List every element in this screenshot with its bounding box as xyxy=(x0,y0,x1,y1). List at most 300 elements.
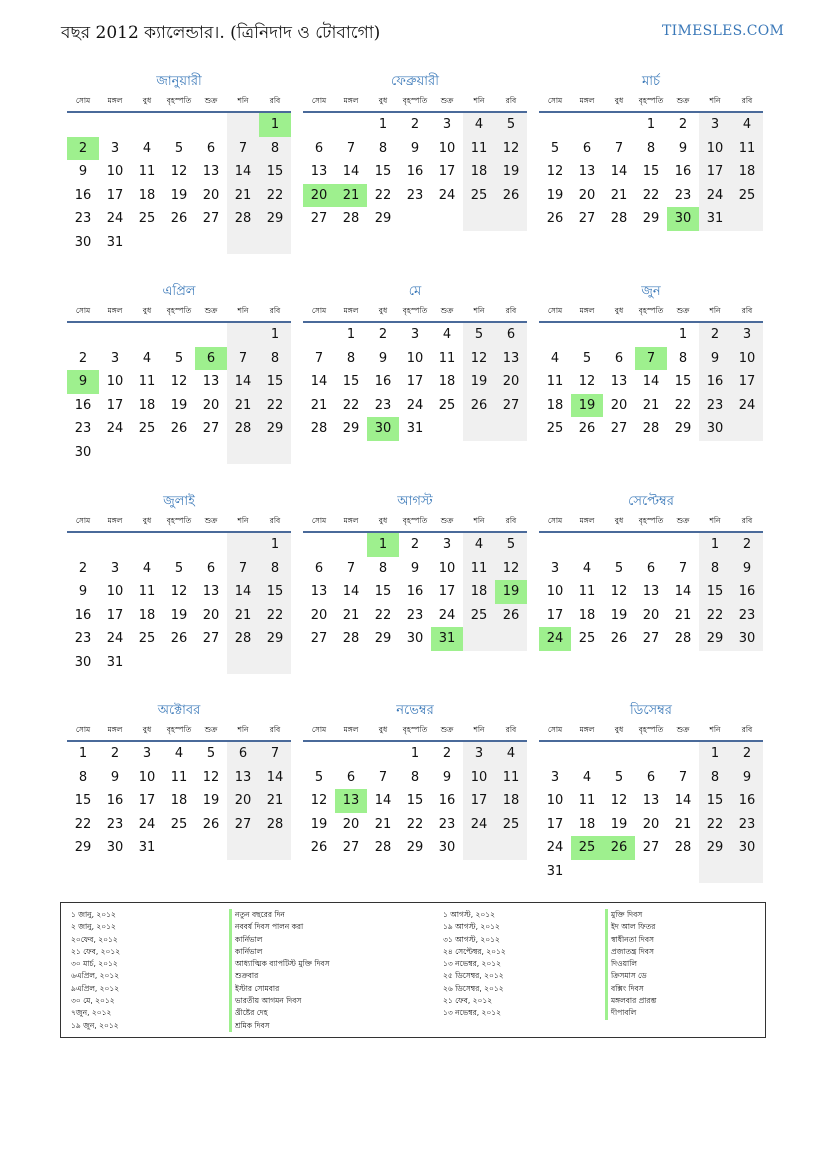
day-cell[interactable]: 24 xyxy=(546,840,564,855)
day-cell[interactable]: 25 xyxy=(463,184,495,208)
day-cell[interactable]: 19 xyxy=(310,816,328,832)
day-cell[interactable]: 7 xyxy=(227,347,259,371)
day-cell[interactable]: 29 xyxy=(674,421,692,436)
day-cell[interactable]: 3 xyxy=(110,140,120,156)
day-cell[interactable]: 23 xyxy=(699,394,731,418)
day-cell[interactable]: 6 xyxy=(314,140,324,156)
day-cell[interactable]: 25 xyxy=(438,397,456,413)
day-cell[interactable]: 23 xyxy=(674,187,692,203)
day-cell[interactable]: 18 xyxy=(578,816,596,832)
day-cell[interactable]: 30 xyxy=(106,840,124,855)
day-cell[interactable]: 16 xyxy=(74,607,92,623)
day-cell[interactable]: 9 xyxy=(410,560,420,576)
day-cell[interactable]: 27 xyxy=(310,631,328,646)
day-cell[interactable]: 18 xyxy=(495,789,527,813)
day-cell[interactable]: 1 xyxy=(378,117,388,132)
holiday-day-cell[interactable]: 30 xyxy=(367,417,399,441)
day-cell[interactable]: 31 xyxy=(546,863,564,879)
day-cell[interactable]: 11 xyxy=(138,374,156,389)
day-cell[interactable]: 10 xyxy=(106,374,124,389)
day-cell[interactable]: 26 xyxy=(546,211,564,226)
day-cell[interactable]: 10 xyxy=(438,560,456,576)
day-cell[interactable]: 19 xyxy=(610,607,628,623)
day-cell[interactable]: 12 xyxy=(170,584,188,599)
day-cell[interactable]: 6 xyxy=(646,769,656,785)
day-cell[interactable]: 20 xyxy=(642,607,660,623)
day-cell[interactable]: 13 xyxy=(227,766,259,790)
day-cell[interactable]: 21 xyxy=(227,394,259,418)
day-cell[interactable]: 27 xyxy=(202,631,220,646)
day-cell[interactable]: 24 xyxy=(406,397,424,413)
day-cell[interactable]: 3 xyxy=(550,769,560,785)
day-cell[interactable]: 16 xyxy=(74,397,92,413)
day-cell[interactable]: 24 xyxy=(138,816,156,832)
day-cell[interactable]: 25 xyxy=(138,631,156,646)
day-cell[interactable]: 24 xyxy=(106,631,124,646)
day-cell[interactable]: 16 xyxy=(374,374,392,389)
day-cell[interactable]: 6 xyxy=(646,560,656,576)
day-cell[interactable]: 26 xyxy=(170,421,188,436)
day-cell[interactable]: 21 xyxy=(342,607,360,623)
day-cell[interactable]: 10 xyxy=(463,766,495,790)
day-cell[interactable]: 28 xyxy=(374,840,392,855)
day-cell[interactable]: 13 xyxy=(610,374,628,389)
day-cell[interactable]: 30 xyxy=(731,627,763,651)
day-cell[interactable]: 22 xyxy=(406,816,424,832)
day-cell[interactable]: 5 xyxy=(174,560,184,576)
day-cell[interactable]: 2 xyxy=(678,117,688,132)
day-cell[interactable]: 7 xyxy=(678,769,688,785)
day-cell[interactable]: 5 xyxy=(582,350,592,366)
day-cell[interactable]: 6 xyxy=(206,560,216,576)
day-cell[interactable]: 1 xyxy=(699,533,731,557)
day-cell[interactable]: 30 xyxy=(74,654,92,670)
holiday-day-cell[interactable]: 13 xyxy=(335,789,367,813)
day-cell[interactable]: 8 xyxy=(78,769,88,785)
day-cell[interactable]: 24 xyxy=(438,607,456,623)
day-cell[interactable]: 2 xyxy=(78,350,88,366)
day-cell[interactable]: 18 xyxy=(138,397,156,413)
day-cell[interactable]: 13 xyxy=(495,347,527,371)
day-cell[interactable]: 29 xyxy=(699,627,731,651)
day-cell[interactable]: 22 xyxy=(342,397,360,413)
day-cell[interactable]: 29 xyxy=(374,211,392,226)
day-cell[interactable]: 1 xyxy=(646,117,656,132)
day-cell[interactable]: 18 xyxy=(170,793,188,808)
day-cell[interactable]: 25 xyxy=(170,816,188,832)
day-cell[interactable]: 19 xyxy=(610,816,628,832)
day-cell[interactable]: 10 xyxy=(731,347,763,371)
day-cell[interactable]: 6 xyxy=(346,769,356,785)
day-cell[interactable]: 6 xyxy=(227,742,259,766)
day-cell[interactable]: 5 xyxy=(495,533,527,557)
holiday-day-cell[interactable]: 20 xyxy=(303,184,335,208)
day-cell[interactable]: 7 xyxy=(378,769,388,785)
day-cell[interactable]: 3 xyxy=(410,327,420,342)
day-cell[interactable]: 29 xyxy=(74,840,92,855)
day-cell[interactable]: 9 xyxy=(378,350,388,366)
day-cell[interactable]: 3 xyxy=(442,117,452,132)
day-cell[interactable]: 22 xyxy=(642,187,660,203)
day-cell[interactable]: 9 xyxy=(699,347,731,371)
day-cell[interactable]: 2 xyxy=(699,323,731,347)
holiday-day-cell[interactable]: 1 xyxy=(259,113,291,137)
day-cell[interactable]: 29 xyxy=(374,631,392,646)
day-cell[interactable]: 3 xyxy=(142,746,152,761)
day-cell[interactable]: 4 xyxy=(582,560,592,576)
day-cell[interactable]: 10 xyxy=(699,137,731,161)
day-cell[interactable]: 9 xyxy=(731,766,763,790)
day-cell[interactable]: 4 xyxy=(550,350,560,366)
day-cell[interactable]: 11 xyxy=(463,137,495,161)
day-cell[interactable]: 21 xyxy=(674,816,692,832)
holiday-day-cell[interactable]: 7 xyxy=(635,347,667,371)
day-cell[interactable]: 15 xyxy=(699,789,731,813)
holiday-day-cell[interactable]: 21 xyxy=(335,184,367,208)
day-cell[interactable]: 12 xyxy=(170,164,188,179)
day-cell[interactable]: 4 xyxy=(174,746,184,761)
day-cell[interactable]: 9 xyxy=(78,584,88,599)
day-cell[interactable]: 20 xyxy=(495,370,527,394)
day-cell[interactable]: 16 xyxy=(406,164,424,179)
day-cell[interactable]: 7 xyxy=(227,137,259,161)
day-cell[interactable]: 2 xyxy=(78,560,88,576)
day-cell[interactable]: 6 xyxy=(314,560,324,576)
day-cell[interactable]: 15 xyxy=(259,160,291,184)
day-cell[interactable]: 20 xyxy=(610,397,628,413)
day-cell[interactable]: 14 xyxy=(642,374,660,389)
day-cell[interactable]: 12 xyxy=(546,164,564,179)
holiday-day-cell[interactable]: 25 xyxy=(571,836,603,860)
day-cell[interactable]: 8 xyxy=(646,140,656,156)
day-cell[interactable]: 30 xyxy=(438,840,456,855)
day-cell[interactable]: 25 xyxy=(495,813,527,837)
day-cell[interactable]: 14 xyxy=(310,374,328,389)
day-cell[interactable]: 4 xyxy=(142,350,152,366)
day-cell[interactable]: 16 xyxy=(406,584,424,599)
day-cell[interactable]: 26 xyxy=(495,184,527,208)
day-cell[interactable]: 11 xyxy=(495,766,527,790)
day-cell[interactable]: 16 xyxy=(438,793,456,808)
day-cell[interactable]: 18 xyxy=(138,187,156,203)
day-cell[interactable]: 8 xyxy=(699,766,731,790)
day-cell[interactable]: 12 xyxy=(170,374,188,389)
day-cell[interactable]: 6 xyxy=(582,140,592,156)
day-cell[interactable]: 21 xyxy=(674,607,692,623)
day-cell[interactable]: 7 xyxy=(614,140,624,156)
day-cell[interactable]: 3 xyxy=(442,537,452,552)
day-cell[interactable]: 27 xyxy=(202,421,220,436)
day-cell[interactable]: 18 xyxy=(578,607,596,623)
day-cell[interactable]: 1 xyxy=(259,533,291,557)
day-cell[interactable]: 23 xyxy=(406,187,424,203)
day-cell[interactable]: 14 xyxy=(674,793,692,808)
day-cell[interactable]: 23 xyxy=(74,631,92,646)
day-cell[interactable]: 23 xyxy=(438,816,456,832)
day-cell[interactable]: 11 xyxy=(463,557,495,581)
day-cell[interactable]: 17 xyxy=(138,793,156,808)
day-cell[interactable]: 14 xyxy=(227,370,259,394)
day-cell[interactable]: 27 xyxy=(342,840,360,855)
day-cell[interactable]: 11 xyxy=(138,164,156,179)
holiday-day-cell[interactable]: 9 xyxy=(67,370,99,394)
day-cell[interactable]: 17 xyxy=(106,397,124,413)
day-cell[interactable]: 15 xyxy=(674,374,692,389)
day-cell[interactable]: 1 xyxy=(410,746,420,761)
day-cell[interactable]: 25 xyxy=(731,184,763,208)
day-cell[interactable]: 17 xyxy=(463,789,495,813)
day-cell[interactable]: 18 xyxy=(546,397,564,413)
day-cell[interactable]: 12 xyxy=(463,347,495,371)
day-cell[interactable]: 9 xyxy=(410,140,420,156)
day-cell[interactable]: 20 xyxy=(202,607,220,623)
day-cell[interactable]: 28 xyxy=(227,207,259,231)
day-cell[interactable]: 19 xyxy=(495,160,527,184)
day-cell[interactable]: 15 xyxy=(642,164,660,179)
day-cell[interactable]: 8 xyxy=(259,557,291,581)
day-cell[interactable]: 2 xyxy=(378,327,388,342)
day-cell[interactable]: 5 xyxy=(174,140,184,156)
day-cell[interactable]: 2 xyxy=(731,742,763,766)
day-cell[interactable]: 1 xyxy=(699,742,731,766)
day-cell[interactable]: 11 xyxy=(546,374,564,389)
day-cell[interactable]: 26 xyxy=(310,840,328,855)
day-cell[interactable]: 15 xyxy=(74,793,92,808)
holiday-day-cell[interactable]: 19 xyxy=(495,580,527,604)
day-cell[interactable]: 21 xyxy=(227,604,259,628)
day-cell[interactable]: 27 xyxy=(610,421,628,436)
day-cell[interactable]: 15 xyxy=(699,580,731,604)
day-cell[interactable]: 20 xyxy=(642,816,660,832)
day-cell[interactable]: 21 xyxy=(227,184,259,208)
day-cell[interactable]: 26 xyxy=(610,631,628,646)
day-cell[interactable]: 9 xyxy=(731,557,763,581)
day-cell[interactable]: 29 xyxy=(342,421,360,436)
day-cell[interactable]: 13 xyxy=(642,793,660,808)
day-cell[interactable]: 17 xyxy=(546,816,564,832)
day-cell[interactable]: 28 xyxy=(227,627,259,651)
day-cell[interactable]: 3 xyxy=(110,560,120,576)
day-cell[interactable]: 2 xyxy=(442,746,452,761)
day-cell[interactable]: 24 xyxy=(699,184,731,208)
day-cell[interactable]: 13 xyxy=(202,584,220,599)
day-cell[interactable]: 8 xyxy=(410,769,420,785)
day-cell[interactable]: 24 xyxy=(438,187,456,203)
day-cell[interactable]: 27 xyxy=(227,813,259,837)
day-cell[interactable]: 17 xyxy=(106,187,124,203)
day-cell[interactable]: 4 xyxy=(463,533,495,557)
day-cell[interactable]: 24 xyxy=(106,211,124,226)
day-cell[interactable]: 8 xyxy=(378,560,388,576)
day-cell[interactable]: 15 xyxy=(342,374,360,389)
day-cell[interactable]: 29 xyxy=(642,211,660,226)
day-cell[interactable]: 14 xyxy=(610,164,628,179)
day-cell[interactable]: 10 xyxy=(438,140,456,156)
day-cell[interactable]: 8 xyxy=(259,137,291,161)
day-cell[interactable]: 2 xyxy=(410,537,420,552)
day-cell[interactable]: 28 xyxy=(610,211,628,226)
day-cell[interactable]: 18 xyxy=(463,160,495,184)
day-cell[interactable]: 7 xyxy=(346,560,356,576)
day-cell[interactable]: 26 xyxy=(170,211,188,226)
day-cell[interactable]: 27 xyxy=(578,211,596,226)
day-cell[interactable]: 5 xyxy=(463,323,495,347)
day-cell[interactable]: 18 xyxy=(138,607,156,623)
day-cell[interactable]: 24 xyxy=(463,813,495,837)
day-cell[interactable]: 12 xyxy=(578,374,596,389)
holiday-day-cell[interactable]: 26 xyxy=(603,836,635,860)
day-cell[interactable]: 17 xyxy=(106,607,124,623)
day-cell[interactable]: 22 xyxy=(74,816,92,832)
day-cell[interactable]: 26 xyxy=(170,631,188,646)
day-cell[interactable]: 29 xyxy=(259,207,291,231)
day-cell[interactable]: 2 xyxy=(410,117,420,132)
day-cell[interactable]: 22 xyxy=(259,184,291,208)
day-cell[interactable]: 19 xyxy=(170,607,188,623)
day-cell[interactable]: 9 xyxy=(110,769,120,785)
day-cell[interactable]: 20 xyxy=(227,789,259,813)
day-cell[interactable]: 10 xyxy=(106,584,124,599)
day-cell[interactable]: 12 xyxy=(495,557,527,581)
day-cell[interactable]: 29 xyxy=(259,627,291,651)
day-cell[interactable]: 27 xyxy=(642,840,660,855)
holiday-day-cell[interactable]: 6 xyxy=(195,347,227,371)
day-cell[interactable]: 4 xyxy=(463,113,495,137)
day-cell[interactable]: 19 xyxy=(463,370,495,394)
day-cell[interactable]: 11 xyxy=(578,584,596,599)
day-cell[interactable]: 16 xyxy=(731,580,763,604)
day-cell[interactable]: 22 xyxy=(699,604,731,628)
day-cell[interactable]: 25 xyxy=(546,421,564,436)
day-cell[interactable]: 18 xyxy=(463,580,495,604)
day-cell[interactable]: 19 xyxy=(546,187,564,203)
day-cell[interactable]: 2 xyxy=(731,533,763,557)
day-cell[interactable]: 16 xyxy=(74,187,92,203)
day-cell[interactable]: 14 xyxy=(342,164,360,179)
day-cell[interactable]: 5 xyxy=(495,113,527,137)
day-cell[interactable]: 17 xyxy=(731,370,763,394)
day-cell[interactable]: 13 xyxy=(310,584,328,599)
day-cell[interactable]: 26 xyxy=(578,421,596,436)
day-cell[interactable]: 22 xyxy=(674,397,692,413)
day-cell[interactable]: 13 xyxy=(202,374,220,389)
brand-logo[interactable]: TIMESLES.COM xyxy=(662,23,785,39)
day-cell[interactable]: 20 xyxy=(578,187,596,203)
day-cell[interactable]: 29 xyxy=(259,417,291,441)
day-cell[interactable]: 8 xyxy=(678,350,688,366)
holiday-day-cell[interactable]: 19 xyxy=(571,394,603,418)
day-cell[interactable]: 3 xyxy=(550,560,560,576)
day-cell[interactable]: 12 xyxy=(202,769,220,785)
day-cell[interactable]: 20 xyxy=(202,397,220,413)
day-cell[interactable]: 22 xyxy=(374,187,392,203)
day-cell[interactable]: 22 xyxy=(259,394,291,418)
day-cell[interactable]: 28 xyxy=(310,421,328,436)
day-cell[interactable]: 21 xyxy=(310,397,328,413)
day-cell[interactable]: 16 xyxy=(674,164,692,179)
day-cell[interactable]: 5 xyxy=(614,560,624,576)
day-cell[interactable]: 7 xyxy=(346,140,356,156)
day-cell[interactable]: 3 xyxy=(699,113,731,137)
day-cell[interactable]: 22 xyxy=(259,604,291,628)
day-cell[interactable]: 25 xyxy=(463,604,495,628)
day-cell[interactable]: 14 xyxy=(674,584,692,599)
day-cell[interactable]: 27 xyxy=(202,211,220,226)
day-cell[interactable]: 31 xyxy=(106,234,124,250)
day-cell[interactable]: 31 xyxy=(106,654,124,670)
day-cell[interactable]: 15 xyxy=(374,164,392,179)
day-cell[interactable]: 14 xyxy=(227,160,259,184)
day-cell[interactable]: 13 xyxy=(202,164,220,179)
day-cell[interactable]: 15 xyxy=(259,370,291,394)
day-cell[interactable]: 1 xyxy=(78,746,88,761)
day-cell[interactable]: 27 xyxy=(310,211,328,226)
holiday-day-cell[interactable]: 2 xyxy=(67,137,99,161)
day-cell[interactable]: 30 xyxy=(731,836,763,860)
holiday-day-cell[interactable]: 30 xyxy=(667,207,699,231)
day-cell[interactable]: 10 xyxy=(138,769,156,785)
day-cell[interactable]: 8 xyxy=(346,350,356,366)
day-cell[interactable]: 11 xyxy=(438,350,456,366)
day-cell[interactable]: 10 xyxy=(546,793,564,808)
day-cell[interactable]: 14 xyxy=(342,584,360,599)
day-cell[interactable]: 9 xyxy=(442,769,452,785)
day-cell[interactable]: 30 xyxy=(74,444,92,460)
day-cell[interactable]: 23 xyxy=(406,607,424,623)
day-cell[interactable]: 19 xyxy=(202,793,220,808)
holiday-day-cell[interactable]: 24 xyxy=(539,627,571,651)
day-cell[interactable]: 3 xyxy=(110,350,120,366)
day-cell[interactable]: 17 xyxy=(699,160,731,184)
day-cell[interactable]: 4 xyxy=(442,327,452,342)
day-cell[interactable]: 17 xyxy=(438,164,456,179)
day-cell[interactable]: 24 xyxy=(731,394,763,418)
day-cell[interactable]: 31 xyxy=(138,840,156,855)
day-cell[interactable]: 28 xyxy=(674,840,692,855)
day-cell[interactable]: 28 xyxy=(674,631,692,646)
day-cell[interactable]: 24 xyxy=(106,421,124,436)
day-cell[interactable]: 9 xyxy=(78,164,88,179)
day-cell[interactable]: 15 xyxy=(374,584,392,599)
day-cell[interactable]: 22 xyxy=(374,607,392,623)
day-cell[interactable]: 5 xyxy=(614,769,624,785)
day-cell[interactable]: 15 xyxy=(406,793,424,808)
day-cell[interactable]: 16 xyxy=(106,793,124,808)
day-cell[interactable]: 12 xyxy=(610,584,628,599)
day-cell[interactable]: 30 xyxy=(74,234,92,250)
holiday-day-cell[interactable]: 1 xyxy=(367,533,399,557)
day-cell[interactable]: 27 xyxy=(495,394,527,418)
day-cell[interactable]: 12 xyxy=(610,793,628,808)
day-cell[interactable]: 5 xyxy=(174,350,184,366)
day-cell[interactable]: 1 xyxy=(678,327,688,342)
day-cell[interactable]: 21 xyxy=(259,789,291,813)
day-cell[interactable]: 16 xyxy=(731,789,763,813)
day-cell[interactable]: 19 xyxy=(170,187,188,203)
day-cell[interactable]: 29 xyxy=(699,836,731,860)
day-cell[interactable]: 25 xyxy=(578,631,596,646)
day-cell[interactable]: 16 xyxy=(699,370,731,394)
day-cell[interactable]: 31 xyxy=(699,207,731,231)
day-cell[interactable]: 31 xyxy=(406,421,424,436)
day-cell[interactable]: 18 xyxy=(731,160,763,184)
day-cell[interactable]: 22 xyxy=(699,813,731,837)
day-cell[interactable]: 28 xyxy=(259,813,291,837)
day-cell[interactable]: 10 xyxy=(106,164,124,179)
day-cell[interactable]: 9 xyxy=(678,140,688,156)
day-cell[interactable]: 23 xyxy=(74,421,92,436)
day-cell[interactable]: 25 xyxy=(138,421,156,436)
